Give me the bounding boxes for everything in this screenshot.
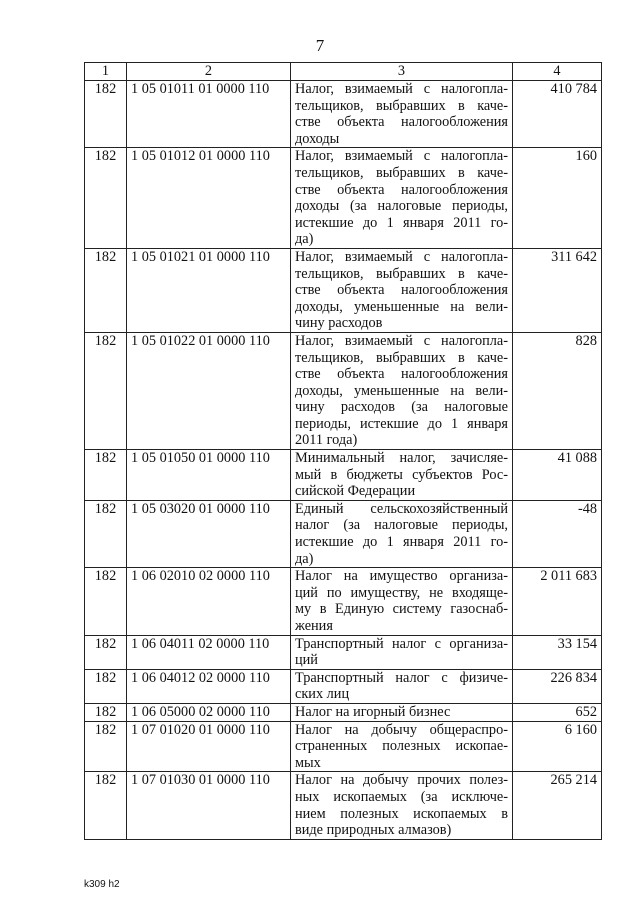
amount-cell: 311 642 (513, 248, 602, 332)
table-row (85, 500, 602, 567)
revenue-name-line: периоды, истекшие до 1 января (295, 415, 508, 432)
amount-cell: 828 (513, 332, 602, 449)
revenue-name-line: тельщиков, выбравших в каче- (295, 265, 508, 282)
revenue-name-line: стве объекта налогообложения (295, 366, 508, 383)
revenue-name-line: налог (за налоговые периоды, (295, 517, 508, 534)
revenue-name-line: истекшие до 1 января 2011 го- (295, 214, 508, 231)
revenue-name-line: доходы, уменьшенные на вели- (295, 298, 508, 315)
table-row (85, 635, 602, 669)
table-row (85, 703, 602, 721)
table-row (85, 669, 602, 703)
revenue-name-line: ных ископаемых (за исключе- (295, 788, 508, 805)
revenue-name-cell (291, 669, 513, 703)
revenue-name-line: тельщиков, выбравших в каче- (295, 164, 508, 181)
revenue-name-line: Налог на добычу прочих полез- (295, 772, 508, 789)
amount-cell: 33 154 (513, 635, 602, 669)
revenue-name-cell (291, 248, 513, 332)
header-col-4: 4 (513, 63, 602, 81)
header-col-3: 3 (291, 63, 513, 81)
admin-code-cell: 182 (85, 669, 127, 703)
revenue-name-cell (291, 703, 513, 721)
revenue-name-line: 2011 года) (295, 432, 358, 449)
amount-cell: 2 011 683 (513, 568, 602, 635)
revenue-name-cell (291, 635, 513, 669)
revenue-name-line: ций (295, 652, 318, 669)
revenue-name-line: Налог, взимаемый с налогопла- (295, 332, 508, 349)
budget-classification-code-cell: 1 07 01030 01 0000 110 (127, 772, 291, 839)
revenue-name-line: доходы, уменьшенные на вели- (295, 382, 508, 399)
admin-code-cell: 182 (85, 635, 127, 669)
budget-classification-code-cell: 1 06 04012 02 0000 110 (127, 669, 291, 703)
amount-cell: 160 (513, 148, 602, 249)
footer-code: k309 h2 (84, 879, 120, 890)
table-row (85, 721, 602, 772)
revenue-name-line: Налог, взимаемый с налогопла- (295, 81, 508, 97)
budget-classification-code-cell: 1 05 01022 01 0000 110 (127, 332, 291, 449)
revenue-name-cell (291, 450, 513, 501)
revenue-name-line: да) (295, 231, 314, 248)
revenue-name-line: Минимальный налог, зачисляе- (295, 450, 508, 467)
revenue-name-cell (291, 332, 513, 449)
revenue-name-line: Налог на добычу общераспро- (295, 721, 508, 738)
amount-cell: 652 (513, 703, 602, 721)
budget-classification-code-cell: 1 06 04011 02 0000 110 (127, 635, 291, 669)
revenue-name-line: чину расходов (295, 315, 383, 332)
admin-code-cell: 182 (85, 148, 127, 249)
revenue-name-line: виде природных алмазов) (295, 822, 452, 839)
amount-cell: 41 088 (513, 450, 602, 501)
revenue-table (84, 62, 602, 840)
admin-code-cell: 182 (85, 248, 127, 332)
revenue-name-line: сийской Федерации (295, 483, 416, 500)
amount-cell: 265 214 (513, 772, 602, 839)
revenue-name-cell (291, 500, 513, 567)
revenue-name-line: Единый сельскохозяйственный (295, 500, 508, 517)
revenue-name-line: ских лиц (295, 686, 350, 703)
revenue-name-line: доходы (295, 130, 340, 147)
table-row (85, 148, 602, 249)
admin-code-cell: 182 (85, 81, 127, 148)
revenue-name-line: страненных полезных ископае- (295, 738, 508, 755)
amount-cell: -48 (513, 500, 602, 567)
budget-classification-code-cell: 1 05 01021 01 0000 110 (127, 248, 291, 332)
admin-code-cell: 182 (85, 332, 127, 449)
revenue-name-line: ций по имуществу, не входяще- (295, 584, 508, 601)
admin-code-cell: 182 (85, 721, 127, 772)
budget-classification-code-cell: 1 05 01050 01 0000 110 (127, 450, 291, 501)
revenue-name-line: тельщиков, выбравших в каче- (295, 97, 508, 114)
revenue-name-cell (291, 568, 513, 635)
table-row (85, 332, 602, 449)
table-row (85, 450, 602, 501)
table-row (85, 81, 602, 148)
header-col-1: 1 (85, 63, 127, 81)
budget-classification-code-cell: 1 06 05000 02 0000 110 (127, 703, 291, 721)
revenue-name-line: нием полезных ископаемых в (295, 805, 508, 822)
revenue-name-line: тельщиков, выбравших в каче- (295, 349, 508, 366)
admin-code-cell: 182 (85, 772, 127, 839)
budget-classification-code-cell: 1 05 01012 01 0000 110 (127, 148, 291, 249)
budget-classification-code-cell: 1 05 03020 01 0000 110 (127, 500, 291, 567)
revenue-name-line: стве объекта налогообложения (295, 114, 508, 131)
revenue-name-line: стве объекта налогообложения (295, 282, 508, 299)
amount-cell: 226 834 (513, 669, 602, 703)
revenue-name-line: Налог на игорный бизнес (295, 703, 451, 720)
revenue-name-line: истекшие до 1 января 2011 го- (295, 534, 508, 551)
revenue-name-line: му в Единую систему газоснаб- (295, 601, 508, 618)
budget-classification-code-cell: 1 06 02010 02 0000 110 (127, 568, 291, 635)
revenue-name-line: Налог, взимаемый с налогопла- (295, 148, 508, 165)
revenue-name-line: доходы (за налоговые периоды, (295, 198, 508, 215)
amount-cell: 410 784 (513, 81, 602, 148)
revenue-name-line: Транспортный налог с физиче- (295, 669, 508, 686)
table-row (85, 248, 602, 332)
revenue-name-line: Налог на имущество организа- (295, 568, 508, 585)
budget-classification-code-cell: 1 07 01020 01 0000 110 (127, 721, 291, 772)
page-number: 7 (315, 36, 325, 55)
revenue-name-line: Налог, взимаемый с налогопла- (295, 248, 508, 265)
revenue-name-line: мый в бюджеты субъектов Рос- (295, 466, 508, 483)
revenue-name-cell (291, 772, 513, 839)
admin-code-cell: 182 (85, 568, 127, 635)
table-header-row (85, 63, 602, 81)
amount-cell: 6 160 (513, 721, 602, 772)
budget-classification-code-cell: 1 05 01011 01 0000 110 (127, 81, 291, 148)
revenue-name-line: да) (295, 550, 314, 567)
revenue-name-line: Транспортный налог с организа- (295, 635, 508, 652)
admin-code-cell: 182 (85, 450, 127, 501)
table-body (85, 81, 602, 840)
revenue-name-line: мых (295, 754, 321, 771)
admin-code-cell: 182 (85, 703, 127, 721)
revenue-name-cell (291, 81, 513, 148)
admin-code-cell: 182 (85, 500, 127, 567)
header-col-2: 2 (127, 63, 291, 81)
revenue-name-line: жения (295, 618, 333, 634)
table-row (85, 568, 602, 635)
revenue-name-line: чину расходов (за налоговые (295, 399, 508, 416)
revenue-name-line: стве объекта налогообложения (295, 181, 508, 198)
table-row (85, 772, 602, 839)
revenue-name-cell (291, 148, 513, 249)
revenue-name-cell (291, 721, 513, 772)
